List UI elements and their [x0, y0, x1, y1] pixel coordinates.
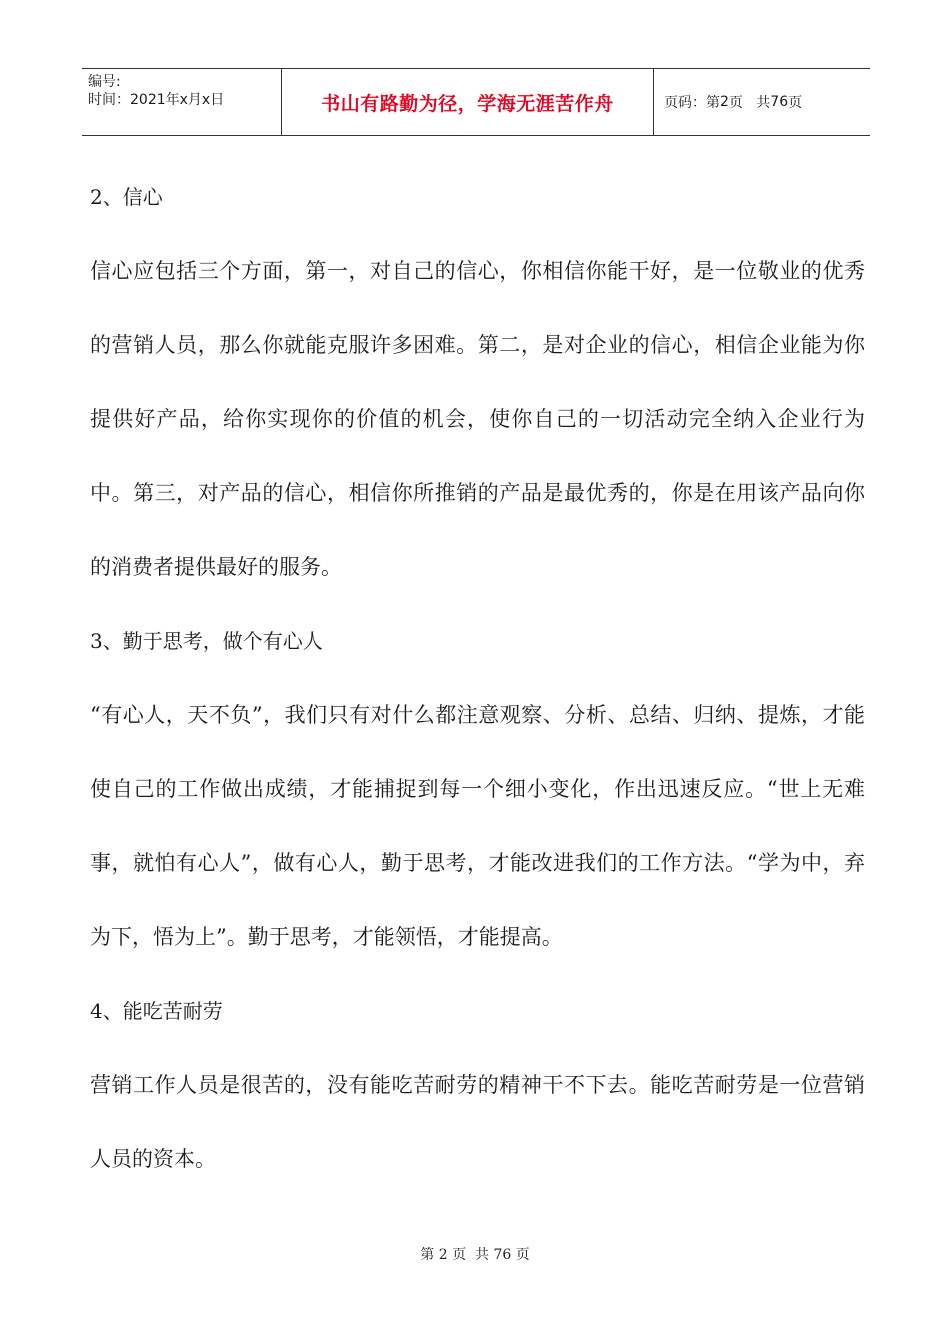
page-total: 76 — [770, 94, 789, 110]
header-motto: 书山有路勤为径，学海无涯苦作舟 — [282, 69, 654, 135]
header-meta — [82, 69, 282, 135]
paragraph-confidence: 信心应包括三个方面，第一，对自己的信心，你相信你能干好，是一位敬业的优秀的营销人员，那么你就能克服许多困难。第二，是对企业的信心，相信企业能为你提供好产品，给你实现你的价值的机会，使你自己的一切活动完全纳入企业行为中。第三，对产品的信心，相信你所推销的产品是最优秀的，你是在用该产品向你的消费者提供最好的服务。 — [90, 259, 865, 579]
header-page-indicator — [654, 69, 870, 135]
section-heading-confidence: 2、信心 — [90, 185, 163, 209]
section-heading-hardwork: 4、能吃苦耐劳 — [90, 999, 223, 1023]
footer-suffix: 页 — [515, 1247, 530, 1263]
page-header — [82, 68, 870, 136]
footer-prefix: 第 — [420, 1247, 435, 1263]
footer-current: 2 — [438, 1247, 448, 1263]
footer-mid: 页 共 — [452, 1247, 489, 1263]
document-body — [90, 160, 865, 1196]
page-mid: 页 共 — [728, 95, 771, 111]
paragraph-thinking: “有心人，天不负”，我们只有对什么都注意观察、分析、总结、归纳、提炼，才能使自己的工作做出成绩，才能捕捉到每一个细小变化，作出迅速反应。“世上无难事，就怕有心人”，做有心人，勤于思考，才能改进我们的工作方法。“学为中，弃为下，悟为上”。勤于思考，才能领悟，才能提高。 — [90, 703, 865, 949]
document-number-label: 编号: — [88, 74, 121, 90]
page-prefix: 页码：第 — [664, 95, 720, 111]
paragraph-hardwork: 营销工作人员是很苦的，没有能吃苦耐劳的精神干不下去。能吃苦耐劳是一位营销人员的资本。 — [90, 1073, 865, 1171]
footer-total: 76 — [493, 1247, 512, 1263]
page-current: 2 — [720, 94, 729, 110]
page-suffix: 页 — [788, 95, 803, 111]
page-footer — [0, 1244, 950, 1264]
section-heading-thinking: 3、勤于思考，做个有心人 — [90, 629, 323, 653]
document-date: 时间：2021年x月x日 — [88, 92, 225, 108]
